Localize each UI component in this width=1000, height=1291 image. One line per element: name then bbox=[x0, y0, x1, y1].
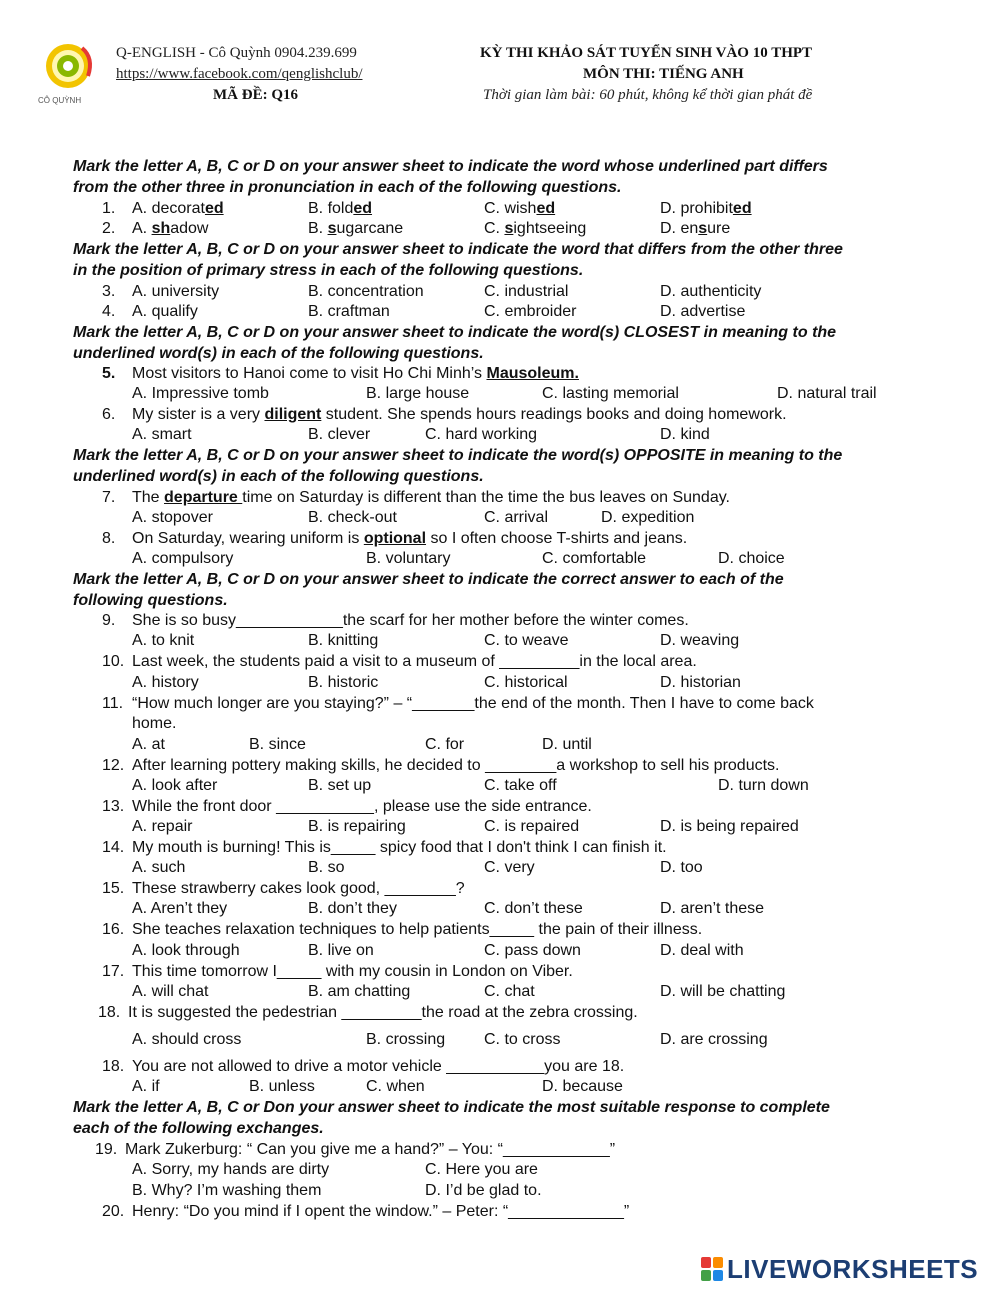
question-text: She is so busy____________the scarf for her mother before the winter comes. bbox=[132, 612, 689, 629]
logo-caption: CÔ QUỲNH bbox=[38, 96, 82, 105]
option-b[interactable]: B. clever bbox=[308, 426, 371, 443]
option-c[interactable]: C. to weave bbox=[484, 632, 569, 649]
instruction-correct-line2: following questions. bbox=[73, 592, 228, 609]
option-a[interactable]: A. if bbox=[132, 1078, 160, 1095]
question-number: 18. bbox=[98, 1004, 121, 1021]
option-d[interactable]: D. deal with bbox=[660, 942, 744, 959]
option-b[interactable]: B. don’t they bbox=[308, 900, 397, 917]
question-text: Mark Zukerburg: “ Can you give me a hand?” – You: “____________” bbox=[125, 1141, 616, 1158]
option-c[interactable]: C. Here you are bbox=[425, 1161, 538, 1178]
option-d[interactable]: D. advertise bbox=[660, 303, 746, 320]
facebook-link[interactable]: https://www.facebook.com/qenglishclub/ bbox=[116, 66, 363, 82]
question-text: “How much longer are you staying?” – “_______the end of the month. Then I have to come back bbox=[132, 695, 814, 712]
option-c[interactable]: C. chat bbox=[484, 983, 535, 1000]
question-text: While the front door ___________, please use the side entrance. bbox=[132, 798, 592, 815]
question-text: Most visitors to Hanoi come to visit Ho Chi Minh’s Mausoleum. bbox=[132, 365, 579, 382]
question-number: 11. bbox=[102, 695, 124, 712]
option-b[interactable]: B. voluntary bbox=[366, 550, 451, 567]
exam-title: KỲ THI KHẢO SÁT TUYỂN SINH VÀO 10 THPT bbox=[480, 45, 813, 61]
question-text: My sister is a very diligent student. She spends hours readings books and doing homework. bbox=[132, 406, 787, 423]
option-c[interactable]: C. pass down bbox=[484, 942, 581, 959]
liveworksheets-logo[interactable] bbox=[700, 1254, 978, 1284]
option-b[interactable]: B. check-out bbox=[308, 509, 397, 526]
option-a[interactable]: A. compulsory bbox=[132, 550, 234, 567]
option-d[interactable]: D. will be chatting bbox=[660, 983, 786, 1000]
option-b[interactable]: B. craftman bbox=[308, 303, 390, 320]
option-b[interactable]: B. is repairing bbox=[308, 818, 406, 835]
option-c[interactable]: C. historical bbox=[484, 674, 568, 691]
option-d[interactable]: D. historian bbox=[660, 674, 741, 691]
question-number: 15. bbox=[102, 880, 125, 897]
option-a[interactable]: A. qualify bbox=[132, 303, 198, 320]
option-d[interactable]: D. too bbox=[660, 859, 703, 876]
option-b[interactable]: B. am chatting bbox=[308, 983, 411, 1000]
question-number: 16. bbox=[102, 921, 125, 938]
option-d[interactable]: D. choice bbox=[718, 550, 785, 567]
option-d[interactable]: D. until bbox=[542, 736, 592, 753]
option-b[interactable]: B. so bbox=[308, 859, 345, 876]
option-c[interactable]: C. very bbox=[484, 859, 535, 876]
option-a[interactable]: A. shadow bbox=[132, 220, 209, 237]
question-number: 4. bbox=[102, 303, 116, 320]
question-number: 17. bbox=[102, 963, 125, 980]
option-c[interactable]: C. comfortable bbox=[542, 550, 647, 567]
question-text: The departure time on Saturday is different than the time the bus leaves on Sunday. bbox=[132, 489, 730, 506]
question-text-continued: home. bbox=[132, 715, 177, 732]
option-b[interactable]: B. historic bbox=[308, 674, 379, 691]
option-b[interactable]: B. concentration bbox=[308, 283, 424, 300]
question-text: These strawberry cakes look good, ________? bbox=[132, 880, 465, 897]
option-d[interactable]: D. expedition bbox=[601, 509, 695, 526]
option-b[interactable]: B. large house bbox=[366, 385, 470, 402]
option-c[interactable]: C. is repaired bbox=[484, 818, 580, 835]
option-c[interactable]: C. to cross bbox=[484, 1031, 561, 1048]
question-number: 13. bbox=[102, 798, 125, 815]
option-b[interactable]: B. live on bbox=[308, 942, 374, 959]
exam-code: MÃ ĐỀ: Q16 bbox=[213, 87, 298, 103]
option-d[interactable]: D. is being repaired bbox=[660, 818, 799, 835]
option-a[interactable]: A. university bbox=[132, 283, 220, 300]
option-a[interactable]: A. stopover bbox=[132, 509, 213, 526]
question-number: 6. bbox=[102, 406, 116, 423]
question-number: 2. bbox=[102, 220, 116, 237]
instruction-correct-line1: Mark the letter A, B, C or D on your answer sheet to indicate the correct answer to each of the bbox=[73, 571, 784, 588]
exam-subject: MÔN THI: TIẾNG ANH bbox=[583, 66, 744, 82]
option-c[interactable]: C. don’t these bbox=[484, 900, 583, 917]
instruction-opposite-line1: Mark the letter A, B, C or D on your answer sheet to indicate the word(s) OPPOSITE in meaning to the bbox=[73, 447, 843, 464]
option-a[interactable]: A. Aren’t they bbox=[132, 900, 228, 917]
option-d[interactable]: D. ensure bbox=[660, 220, 731, 237]
option-d[interactable]: D. aren’t these bbox=[660, 900, 765, 917]
option-c[interactable]: C. hard working bbox=[425, 426, 538, 443]
question-number: 8. bbox=[102, 530, 116, 547]
option-c[interactable]: C. wished bbox=[484, 200, 556, 217]
option-b[interactable]: B. sugarcane bbox=[308, 220, 404, 237]
option-d[interactable]: D. turn down bbox=[718, 777, 809, 794]
option-c[interactable]: C. when bbox=[366, 1078, 425, 1095]
option-b[interactable]: B. folded bbox=[308, 200, 373, 217]
question-text: She teaches relaxation techniques to help patients_____ the pain of their illness. bbox=[132, 921, 703, 938]
question-text: You are not allowed to drive a motor vehicle ___________you are 18. bbox=[132, 1058, 625, 1075]
question-number: 3. bbox=[102, 283, 116, 300]
option-c[interactable]: C. take off bbox=[484, 777, 557, 794]
option-a[interactable]: A. repair bbox=[132, 818, 193, 835]
brand-name: LIVEWORKSHEETS bbox=[727, 1253, 979, 1284]
option-a[interactable]: A. look through bbox=[132, 942, 240, 959]
option-c[interactable]: C. lasting memorial bbox=[542, 385, 679, 402]
question-number: 7. bbox=[102, 489, 116, 506]
question-number: 14. bbox=[102, 839, 125, 856]
question-number: 20. bbox=[102, 1203, 125, 1220]
option-c[interactable]: C. sightseeing bbox=[484, 220, 587, 237]
option-a[interactable]: A. Sorry, my hands are dirty bbox=[132, 1161, 330, 1178]
option-a[interactable]: A. decorated bbox=[132, 200, 224, 217]
instruction-stress-line1: Mark the letter A, B, C or D on your answer sheet to indicate the word that differs from the other three bbox=[73, 241, 843, 258]
option-a[interactable]: A. should cross bbox=[132, 1031, 242, 1048]
option-a[interactable]: A. such bbox=[132, 859, 186, 876]
option-a[interactable]: A. Impressive tomb bbox=[132, 385, 269, 402]
question-text: This time tomorrow I_____ with my cousin in London on Viber. bbox=[132, 963, 573, 980]
option-c[interactable]: C. industrial bbox=[484, 283, 569, 300]
option-a[interactable]: A. smart bbox=[132, 426, 192, 443]
question-number: 12. bbox=[102, 757, 125, 774]
option-b[interactable]: B. knitting bbox=[308, 632, 379, 649]
option-d[interactable]: D. are crossing bbox=[660, 1031, 768, 1048]
option-b[interactable]: B. Why? I’m washing them bbox=[132, 1182, 322, 1199]
instruction-closest-line1: Mark the letter A, B, C or D on your answer sheet to indicate the word(s) CLOSEST in meaning to the bbox=[73, 324, 837, 341]
option-b[interactable]: B. set up bbox=[308, 777, 372, 794]
question-text: Last week, the students paid a visit to a museum of _________in the local area. bbox=[132, 653, 697, 670]
question-text: My mouth is burning! This is_____ spicy food that I don't think I can finish it. bbox=[132, 839, 667, 856]
option-b[interactable]: B. since bbox=[249, 736, 306, 753]
instruction-pronunciation-line2: from the other three in pronunciation in each of the following questions. bbox=[73, 179, 622, 196]
question-number: 18. bbox=[102, 1058, 125, 1075]
instruction-pronunciation-line1: Mark the letter A, B, C or D on your answer sheet to indicate the word whose underlined part differs bbox=[73, 158, 828, 175]
option-d[interactable]: D. natural trail bbox=[777, 385, 877, 402]
instruction-stress-line2: in the position of primary stress in each of the following questions. bbox=[73, 262, 584, 279]
option-a[interactable]: A. to knit bbox=[132, 632, 195, 649]
option-b[interactable]: B. crossing bbox=[366, 1031, 446, 1048]
question-number: 9. bbox=[102, 612, 116, 629]
question-number: 5. bbox=[102, 365, 116, 382]
option-d[interactable]: D. weaving bbox=[660, 632, 740, 649]
option-d[interactable]: D. I’d be glad to. bbox=[425, 1182, 542, 1199]
option-a[interactable]: A. will chat bbox=[132, 983, 209, 1000]
question-number: 1. bbox=[102, 200, 116, 217]
question-text: On Saturday, wearing uniform is optional so I often choose T-shirts and jeans. bbox=[132, 530, 688, 547]
option-a[interactable]: A. at bbox=[132, 736, 165, 753]
question-number: 19. bbox=[95, 1141, 118, 1158]
option-c[interactable]: C. arrival bbox=[484, 509, 549, 526]
question-text: It is suggested the pedestrian _________the road at the zebra crossing. bbox=[128, 1004, 638, 1021]
question-number: 10. bbox=[102, 653, 125, 670]
instruction-closest-line2: underlined word(s) in each of the following questions. bbox=[73, 345, 484, 362]
option-a[interactable]: A. history bbox=[132, 674, 199, 691]
option-c[interactable]: C. for bbox=[425, 736, 465, 753]
question-text: After learning pottery making skills, he decided to ________a workshop to sell his products. bbox=[132, 757, 780, 774]
instruction-opposite-line2: underlined word(s) in each of the following questions. bbox=[73, 468, 484, 485]
option-d[interactable]: D. kind bbox=[660, 426, 710, 443]
instruction-response-line2: each of the following exchanges. bbox=[73, 1120, 324, 1137]
option-a[interactable]: A. look after bbox=[132, 777, 218, 794]
exam-duration: Thời gian làm bài: 60 phút, không kể thời gian phát đề bbox=[483, 87, 813, 103]
option-d[interactable]: D. because bbox=[542, 1078, 623, 1095]
liveworksheets-icon bbox=[700, 1256, 724, 1282]
teacher-contact: Q-ENGLISH - Cô Quỳnh 0904.239.699 bbox=[116, 45, 357, 61]
question-text: Henry: “Do you mind if I opent the window.” – Peter: “_____________” bbox=[132, 1203, 630, 1220]
instruction-response-line1: Mark the letter A, B, C or Don your answer sheet to indicate the most suitable response to complete bbox=[73, 1099, 830, 1116]
option-d[interactable]: D. authenticity bbox=[660, 283, 762, 300]
option-d[interactable]: D. prohibited bbox=[660, 200, 752, 217]
option-b[interactable]: B. unless bbox=[249, 1078, 315, 1095]
option-c[interactable]: C. embroider bbox=[484, 303, 577, 320]
